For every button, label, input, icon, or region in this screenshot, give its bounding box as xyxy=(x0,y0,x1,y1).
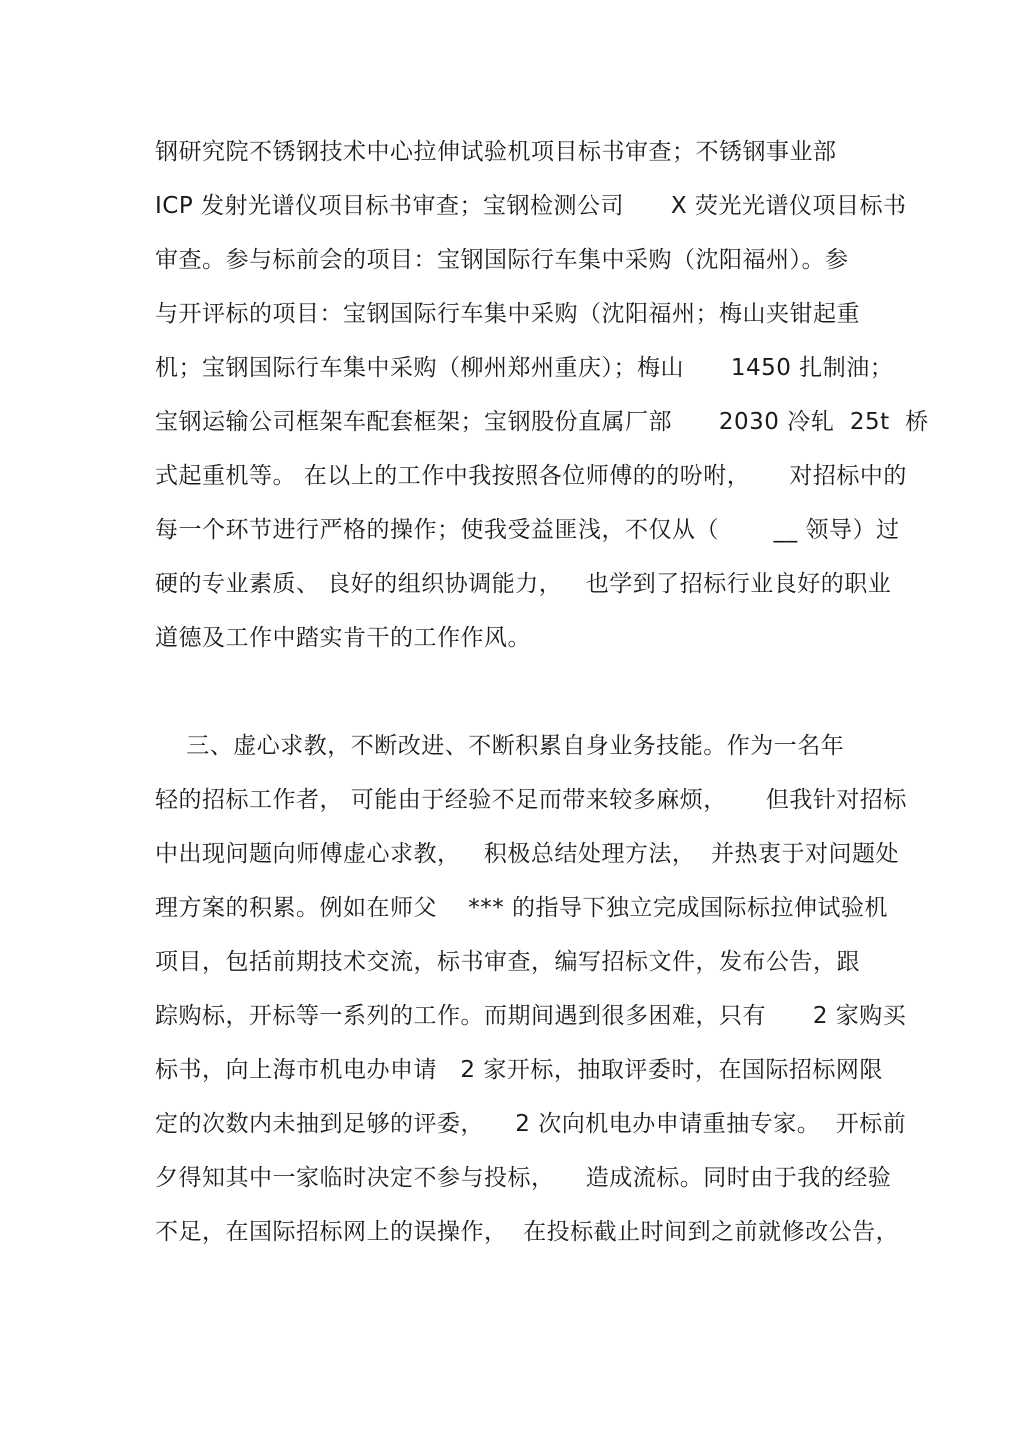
text-line: 硬的专业素质、 良好的组织协调能力， 也学到了招标行业良好的职业 xyxy=(155,571,892,597)
text-line: 中出现问题向师傅虚心求教， 积极总结处理方法， 并热衷于对问题处 xyxy=(155,841,900,867)
text-line: 理方案的积累。例如在师父 *** 的指导下独立完成国际标拉伸试验机 xyxy=(155,895,889,921)
text-line: 与开评标的项目：宝钢国际行车集中采购（沈阳福州；梅山夹钳起重 xyxy=(155,301,860,327)
text-line: 每一个环节进行严格的操作；使我受益匪浅，不仅从（ __ 领导）过 xyxy=(155,517,900,543)
text-line: 不足，在国际招标网上的误操作， 在投标截止时间到之前就修改公告， xyxy=(155,1219,900,1245)
text-line: 审查。参与标前会的项目：宝钢国际行车集中采购（沈阳福州）。参 xyxy=(155,247,849,273)
text-line: 道德及工作中踏实肯干的工作作风。 xyxy=(155,625,531,651)
text-line: 夕得知其中一家临时决定不参与投标， 造成流标。同时由于我的经验 xyxy=(155,1165,892,1191)
text-line: 机；宝钢国际行车集中采购（柳州郑州重庆）；梅山 1450 扎制油； xyxy=(155,355,894,381)
text-line: 钢研究院不锈钢技术中心拉伸试验机项目标书审查；不锈钢事业部 xyxy=(155,139,837,165)
text-line: 标书，向上海市机电办申请 2 家开标，抽取评委时，在国际招标网限 xyxy=(155,1057,883,1083)
text-line: 三、虚心求教，不断改进、不断积累自身业务技能。作为一名年 xyxy=(155,733,845,759)
text-line: 轻的招标工作者， 可能由于经验不足而带来较多麻烦， 但我针对招标 xyxy=(155,787,907,813)
text-line: 宝钢运输公司框架车配套框架；宝钢股份直属厂部 2030 冷轧 25t 桥 xyxy=(155,409,929,435)
text-line: 式起重机等。 在以上的工作中我按照各位师傅的的吩咐， 对招标中的 xyxy=(155,463,907,489)
text-line: 定的次数内未抽到足够的评委， 2 次向机电办申请重抽专家。 开标前 xyxy=(155,1111,907,1137)
text-line: 项目，包括前期技术交流，标书审查，编写招标文件，发布公告，跟 xyxy=(155,949,860,975)
text-line: 踪购标，开标等一系列的工作。而期间遇到很多困难，只有 2 家购买 xyxy=(155,1003,907,1029)
text-line: ICP 发射光谱仪项目标书审查；宝钢检测公司 X 荧光光谱仪项目标书 xyxy=(155,193,907,219)
